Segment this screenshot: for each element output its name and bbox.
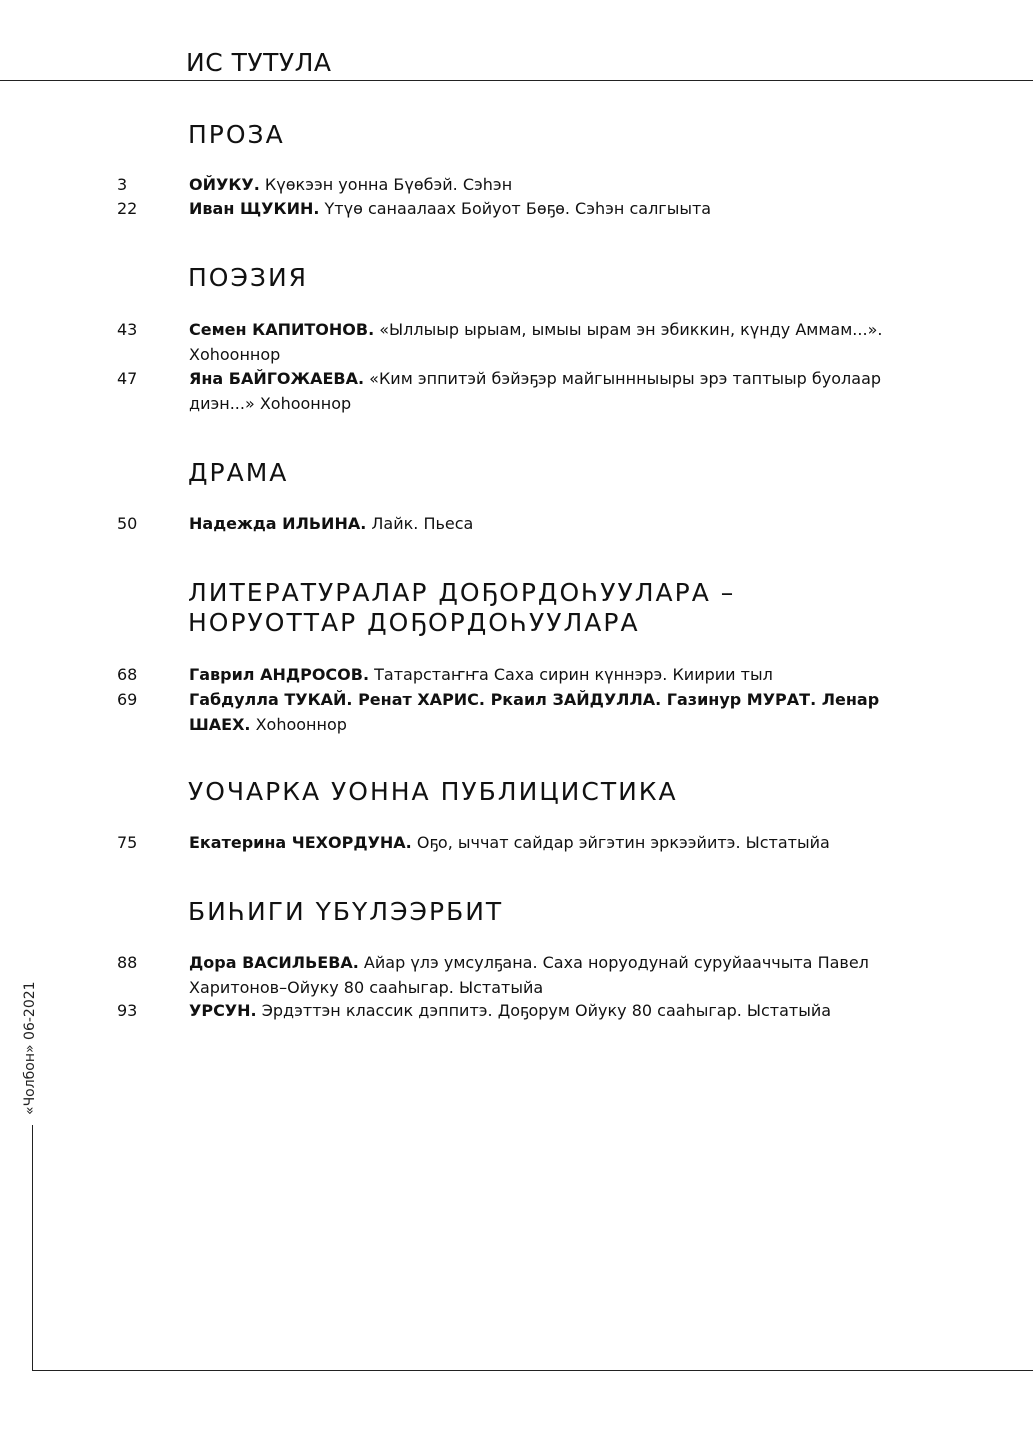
entry-page-number: 50 — [117, 514, 138, 533]
entry-text — [189, 951, 919, 1000]
entry-text — [189, 999, 989, 1024]
section-title-literature-friendship: ЛИТЕРАТУРАЛАР ДОҔОРДОҺУУЛАРА – НОРУОТТАР ДОҔОРДОҺУУЛАРА — [188, 578, 736, 637]
entry-title: Татарстаҥҥа Саха сирин күннэрэ. Киирии тыл — [369, 665, 773, 684]
entry-title: Хоһооннор — [250, 714, 347, 734]
entry-page-number: 75 — [117, 833, 138, 852]
entry-text — [189, 197, 929, 222]
entry-text — [189, 367, 929, 416]
entry-text — [189, 688, 909, 737]
entry-author: Семен КАПИТОНОВ. — [189, 320, 375, 339]
section-title-essay-publicism: УОЧАРКА УОННА ПУБЛИЦИСТИКА — [188, 777, 678, 806]
page-title: ИС ТУТУЛА — [186, 48, 332, 77]
entry-author: Надежда ИЛЬИНА. — [189, 514, 367, 533]
entry-title: Оҕо, ыччат сайдар эйгэтин эркээйитэ. Ыстатыйа — [411, 833, 830, 852]
entry-page-number: 88 — [117, 953, 138, 972]
entry-page-number: 3 — [117, 175, 128, 194]
entry-author: Дора ВАСИЛЬЕВА. — [189, 953, 359, 972]
entry-title: Күөкээн уонна Бүөбэй. Сэһэн — [259, 175, 513, 194]
entry-author: Яна БАЙГОЖАЕВА. — [189, 369, 365, 388]
entry-title: Эрдэттэн классик дэппитэ. Доҕорум Ойуку 80 сааһыгар. Ыстатыйа — [256, 1001, 832, 1020]
entry-text — [189, 831, 929, 856]
section-title-poetry: ПОЭЗИЯ — [188, 263, 309, 292]
entry-title: «Ыллыыр ырыам, ымыы ырам эн эбиккин, күнду Аммам...». Хоһооннор — [189, 320, 883, 364]
entry-title: Үтүө санаалаах Бойуот Бөҕө. Сэһэн салгыыта — [319, 199, 712, 218]
side-divider — [32, 1125, 33, 1370]
entry-author: УРСУН. — [189, 1001, 257, 1020]
entry-text — [189, 512, 929, 537]
journal-issue-label: «Чолбон» 06-2021 — [22, 981, 38, 1115]
entry-author: Габдулла ТУКАЙ. Ренат ХАРИС. Ркаил ЗАЙДУЛЛА. Газинур МУРАТ. Ленар ШАЕХ. — [189, 690, 880, 734]
bottom-divider — [32, 1370, 1033, 1371]
entry-page-number: 69 — [117, 690, 138, 709]
entry-text — [189, 663, 929, 688]
section-title-our-jubilees: БИҺИГИ ҮБҮЛЭЭРБИТ — [188, 897, 504, 926]
header-divider — [0, 80, 1033, 81]
entry-title: Айар үлэ умсулҕана. Саха норуодунай суруйааччыта Павел Харитонов–Ойуку 80 сааһыгар. Ыстатыйа — [189, 953, 869, 997]
entry-author: ОЙУКУ. — [189, 175, 260, 194]
section-title-prose: ПРОЗА — [188, 120, 285, 149]
section-title-drama: ДРАМА — [188, 458, 289, 487]
entry-text — [189, 318, 929, 367]
entry-author: Гаврил АНДРОСОВ. — [189, 665, 370, 684]
entry-author: Иван ЩУКИН. — [189, 199, 320, 218]
entry-page-number: 93 — [117, 1001, 138, 1020]
entry-title: «Ким эппитэй бэйэҕэр майгыннныыры эрэ таптыыр буолаар диэн...» Хоһооннор — [189, 369, 882, 413]
entry-page-number: 47 — [117, 369, 138, 388]
entry-author: Екатерина ЧЕХОРДУНА. — [189, 833, 412, 852]
entry-page-number: 68 — [117, 665, 138, 684]
entry-page-number: 43 — [117, 320, 138, 339]
entry-title: Лайк. Пьеса — [366, 514, 474, 533]
entry-text — [189, 173, 929, 198]
entry-page-number: 22 — [117, 199, 138, 218]
